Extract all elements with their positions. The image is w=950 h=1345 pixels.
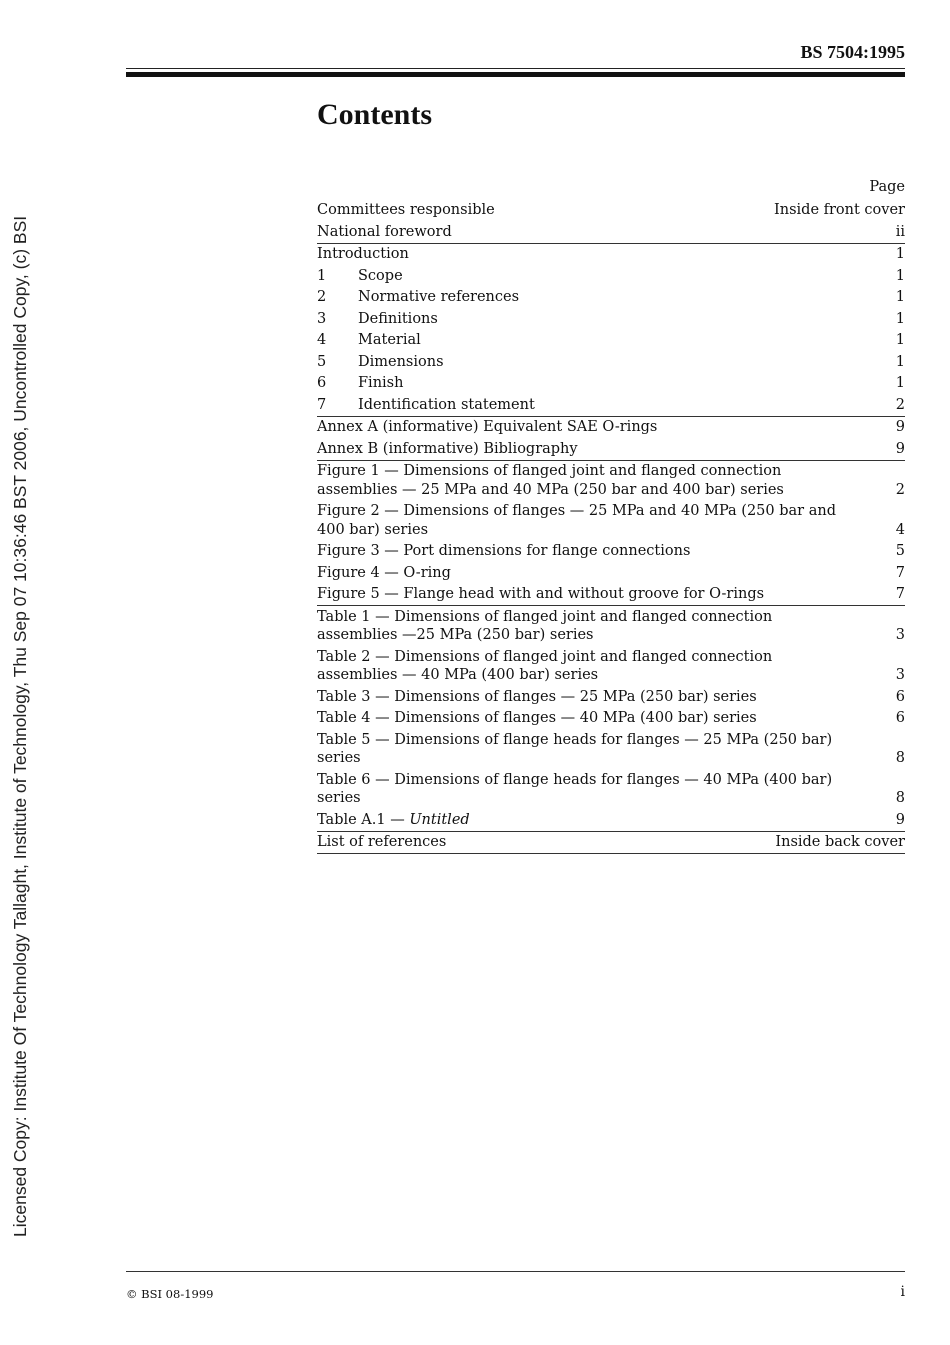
toc-entry-number: 3 (317, 310, 327, 327)
toc-entry-title (317, 585, 764, 604)
toc-entry-page: 9 (895, 440, 905, 457)
toc-entry[interactable] (317, 729, 905, 769)
toc-entry[interactable] (317, 606, 905, 646)
toc-entry-title (317, 564, 451, 583)
toc-entry-left (317, 310, 438, 329)
toc-entry-title (317, 462, 837, 499)
toc-entry-left (317, 608, 837, 645)
toc-entry[interactable] (317, 287, 905, 309)
toc-entry-title-text: Table 4 — Dimensions of flanges — 40 MPa (400 bar) series (317, 710, 757, 726)
toc-entry-title-text: Annex A (informative) Equivalent SAE O-rings (317, 419, 658, 435)
footer-page-number: i (900, 1284, 905, 1300)
toc-entry-title-text: Introduction (317, 246, 409, 262)
toc-entry[interactable] (317, 584, 905, 606)
toc-entry-page: 1 (895, 332, 905, 348)
toc-entry-title (317, 440, 578, 459)
toc-entry-title (317, 223, 452, 242)
toc-entry[interactable] (317, 708, 905, 730)
toc-entry-title-text: List of references (317, 834, 447, 850)
toc-entry-page: Inside back cover (775, 834, 905, 850)
toc-groups (317, 200, 905, 855)
toc-entry-left (317, 771, 837, 808)
toc-entry-left (317, 223, 452, 242)
footer-rule (126, 1271, 905, 1272)
page-column-heading: Page (869, 179, 905, 195)
toc-entry-title-text: Scope (358, 267, 403, 284)
toc-entry-page: 7 (895, 586, 905, 602)
toc-group (317, 606, 905, 832)
toc-entry[interactable] (317, 562, 905, 584)
toc-entry-number: 4 (317, 332, 327, 348)
toc-entry-page: 3 (895, 667, 905, 683)
toc-entry-page: 2 (895, 481, 905, 498)
toc-entry-title (317, 502, 837, 539)
toc-entry-title-text: Definitions (358, 310, 438, 327)
toc-entry-title (358, 374, 403, 393)
toc-entry-title (317, 648, 837, 685)
toc-entry-left (317, 288, 519, 307)
toc-entry-page: 4 (895, 521, 905, 538)
toc-entry-title-text: Committees responsible (317, 202, 495, 218)
toc-entry-title-text: Annex B (informative) Bibliography (317, 440, 578, 457)
toc-entry-page: 5 (895, 543, 905, 559)
toc-entry-left (317, 396, 535, 415)
toc-entry-title-text: Finish (358, 375, 404, 391)
toc-entry[interactable] (317, 541, 905, 563)
toc-entry-number: 7 (317, 396, 327, 413)
toc-entry-title-text: Normative references (358, 289, 520, 305)
toc-entry-number: 5 (317, 353, 327, 370)
toc-entry-title-text: Table A.1 — (317, 811, 410, 828)
toc-entry-left (317, 353, 444, 372)
license-watermark: Licensed Copy: Institute Of Technology Tallaght, Institute of Technology, Thu Sep 07 10:36:46 BST 2006, Uncontrolled Copy, (c) BSI (10, 215, 30, 1237)
toc-entry-title-text: Dimensions (358, 353, 444, 370)
toc-entry-left (317, 245, 409, 264)
toc-entry-page: 1 (895, 267, 905, 284)
toc-entry-page: 6 (895, 688, 905, 705)
toc-entry-left (317, 709, 757, 728)
toc-entry-page: 3 (895, 627, 905, 643)
toc-entry-title-italic: Untitled (409, 811, 470, 828)
header-rule-thin (126, 68, 905, 69)
toc-entry[interactable] (317, 501, 905, 541)
toc-entry-number: 2 (317, 289, 327, 305)
toc-entry[interactable] (317, 221, 905, 243)
toc-entry[interactable] (317, 832, 905, 854)
toc-entry-title (317, 833, 446, 852)
toc-entry[interactable] (317, 373, 905, 395)
toc-entry-left (317, 462, 837, 499)
toc-group (317, 244, 905, 417)
toc-entry-left (317, 440, 578, 459)
page-title: Contents (317, 98, 433, 131)
toc-entry-title (317, 731, 837, 768)
toc-entry-title-text: Table 3 — Dimensions of flanges — 25 MPa (250 bar) series (317, 688, 757, 705)
toc-entry-title (358, 267, 403, 286)
toc-entry-left (317, 418, 657, 437)
toc-entry-page: 9 (895, 811, 905, 828)
header-rule-thick (126, 72, 905, 77)
toc-entry-left (317, 564, 451, 583)
toc-entry-title (317, 542, 690, 561)
document-id: BS 7504:1995 (800, 42, 905, 62)
toc-entry-page: 6 (895, 710, 905, 726)
toc-entry-title (358, 310, 438, 329)
toc-entry-left (317, 648, 837, 685)
toc-entry[interactable] (317, 809, 905, 831)
toc-entry-page: 2 (895, 396, 905, 413)
toc-entry-left (317, 688, 757, 707)
toc-group (317, 461, 905, 607)
toc-entry[interactable] (317, 330, 905, 352)
toc-entry-left (317, 374, 403, 393)
toc-entry-title-text: Figure 1 — Dimensions of flanged joint and flanged connection assemblies — 25 MPa and 40 MPa (250 bar and 400 bar) series (317, 463, 784, 498)
table-of-contents (317, 178, 905, 854)
toc-entry[interactable] (317, 461, 905, 501)
toc-group (317, 832, 905, 855)
toc-entry-title-text: Table 5 — Dimensions of flange heads for flanges — 25 MPa (250 bar) series (317, 731, 833, 766)
toc-group (317, 200, 905, 244)
toc-entry[interactable] (317, 265, 905, 287)
toc-entry-title-text: National foreword (317, 223, 452, 240)
toc-entry-page: 8 (895, 790, 905, 806)
toc-entry-page: 1 (895, 289, 905, 305)
toc-entry[interactable] (317, 417, 905, 439)
toc-entry-title-text: Table 1 — Dimensions of flanged joint and flanged connection assemblies —25 MPa (250 bar) series (317, 608, 773, 643)
toc-entry-title (358, 396, 535, 415)
toc-entry[interactable] (317, 394, 905, 416)
toc-entry-title-text: Material (358, 332, 421, 348)
toc-entry-page: 1 (895, 375, 905, 391)
toc-entry-left (317, 331, 421, 350)
toc-entry-title-text: Identification statement (358, 396, 535, 413)
toc-entry-left (317, 267, 403, 286)
toc-entry-title-text: Figure 5 — Flange head with and without groove for O-rings (317, 586, 765, 602)
toc-entry-title-text: Table 6 — Dimensions of flange heads for flanges — 40 MPa (400 bar) series (317, 771, 833, 806)
toc-entry[interactable] (317, 769, 905, 809)
toc-entry-title-text: Figure 4 — O-ring (317, 564, 451, 581)
toc-entry-title (358, 288, 519, 307)
toc-entry-title-text: Table 2 — Dimensions of flanged joint and flanged connection assemblies — 40 MPa (400 bar) series (317, 648, 773, 683)
toc-entry-page: 9 (895, 419, 905, 435)
toc-entry-left (317, 585, 764, 604)
toc-entry-title (317, 418, 657, 437)
toc-group (317, 417, 905, 461)
toc-entry-page: 8 (895, 750, 905, 766)
toc-entry-title (317, 688, 757, 707)
toc-entry[interactable] (317, 438, 905, 460)
toc-entry[interactable] (317, 686, 905, 708)
toc-entry-page: ii (895, 223, 905, 240)
toc-entry-title (317, 201, 495, 220)
toc-entry-title (317, 771, 837, 808)
toc-entry-left (317, 201, 495, 220)
toc-entry[interactable] (317, 244, 905, 266)
toc-entry-number: 1 (317, 267, 327, 284)
toc-entry-title (317, 811, 470, 830)
toc-entry-left (317, 811, 470, 830)
toc-entry-title (317, 608, 837, 645)
toc-entry-left (317, 502, 837, 539)
toc-entry[interactable] (317, 308, 905, 330)
toc-entry[interactable] (317, 646, 905, 686)
toc-entry[interactable] (317, 200, 905, 222)
toc-entry-title (358, 331, 421, 350)
toc-entry-page: 1 (895, 310, 905, 327)
toc-entry-number: 6 (317, 375, 327, 391)
footer-copyright: © BSI 08-1999 (126, 1287, 214, 1301)
toc-entry-page: 1 (895, 353, 905, 370)
toc-entry-title (317, 245, 409, 264)
toc-entry-left (317, 731, 837, 768)
toc-entry-left (317, 542, 690, 561)
toc-entry-title (358, 353, 444, 372)
toc-entry-page: Inside front cover (774, 202, 905, 218)
toc-entry-page: 7 (895, 564, 905, 581)
toc-entry-title (317, 709, 757, 728)
toc-entry-page: 1 (895, 246, 905, 262)
toc-entry-left (317, 833, 446, 852)
toc-entry-title-text: Figure 3 — Port dimensions for flange connections (317, 543, 691, 559)
toc-entry[interactable] (317, 351, 905, 373)
toc-entry-title-text: Figure 2 — Dimensions of flanges — 25 MPa and 40 MPa (250 bar and 400 bar) series (317, 503, 836, 538)
